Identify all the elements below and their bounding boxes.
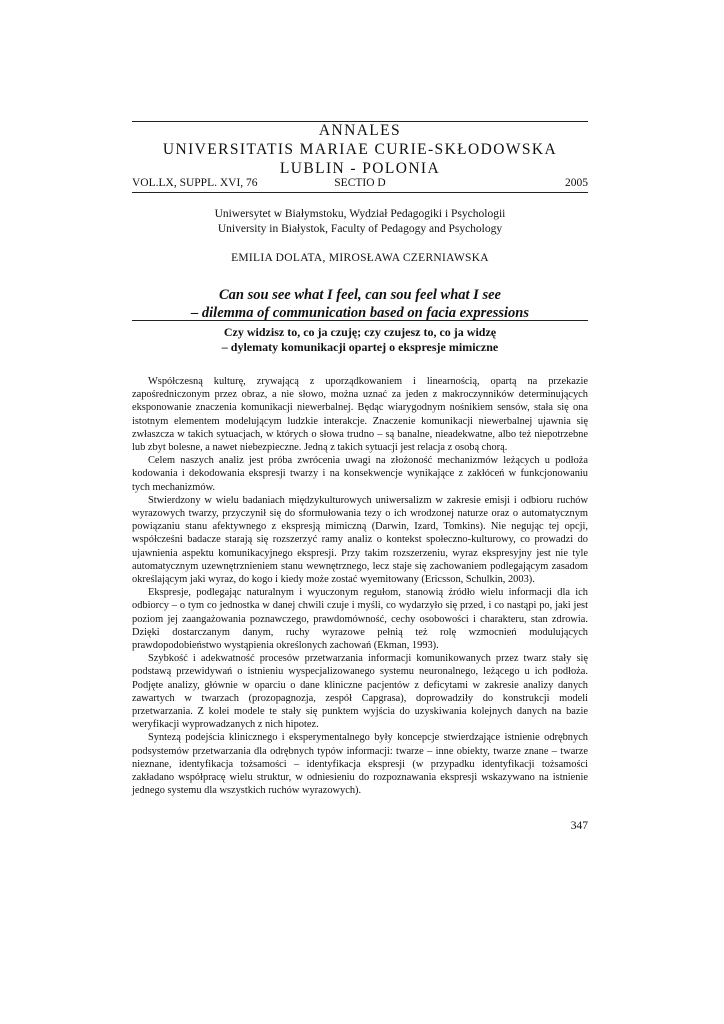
paragraph-3: Stwierdzony w wielu badaniach międzykulturowych uniwersalizm w zakresie emisji i odbioru ruchów wyrazowych twarzy, przyczynił się do sformułowania tezy o ich wrodzonej naturze oraz o automatycznym powiązaniu stanu afektywnego z ekspresją mimiczną (Darwin, Izard, Tomkins). Nie negując tej opcji, współcześni badacze starają się rozszerzyć ramy analiz o kontekst społeczno-kulturowy, co prowadzi do ujawnienia aspektu komunikacyjnego ekspresji. Przy takim rozszerzeniu, wyraz ekspresyjny jest nie tyle automatycznym uzewnętrznieniem stanu wewnętrznego, lecz staje się zachowaniem podlegającym zasadom określającym jaki wyraz, do kogo i kiedy może zostać wyemitowany (Ericsson, Schulkin, 2003). [132, 494, 588, 586]
journal-line-2: UNIVERSITATIS MARIAE CURIE-SKŁODOWSKA [162, 141, 558, 158]
affiliation [132, 207, 588, 237]
paragraph-2: Celem naszych analiz jest próba zwrócenia uwagi na złożoność mechanizmów leżących u podłoża kodowania i dekodowania ekspresji twarzy i na konsekwencje wynikające z zakłóceń w funkcjonowaniu tych mechanizmów. [132, 455, 588, 493]
paragraph-4: Ekspresje, podlegając naturalnym i wyuczonym regułom, stanowią źródło wielu informacji dla ich odbiorcy – o tym co jednostka w danej chwili czuje i myśli, co wydarzyło się przed, i co nastąpi po, jaki jest poziom jej zaangażowania poznawczego, prawdomówność, cechy osobowości i charakteru, stan zdrowia. Dzięki dostarczanym danym, ruchy wyrazowe pełnią też rolę wzmocnień modulujących prawdopodobieństwo wystąpienia określonych zachowań (Ekman, 1993). [132, 587, 588, 652]
year-info: 2005 [565, 177, 588, 189]
article-body [132, 375, 588, 798]
title-en-line-1: Can sou see what I feel, can sou feel what I see [219, 287, 501, 303]
title-en-line-2: – dilemma of communication based on facia expressions [191, 305, 529, 321]
paragraph-5: Szybkość i adekwatność procesów przetwarzania informacji komunikowanych przez twarz stały się podstawą przewidywań o istnieniu wyspecjalizowanego systemu neuronalnego, leżącego u ich podłoża. Podjęte analizy, głównie w oparciu o dane kliniczne pacjentów z deficytami w zakresie analizy danych zawartych w twarzach (prozopagnozja, zespół Capgrasa), doprowadziły do konstrukcji modeli przetwarzania. Z kolei modele te stały się punktem wyjścia do uzyskiwania kolejnych danych na bazie weryfikacji wyprowadzanych z nich hipotez. [132, 653, 588, 731]
title-rule [132, 320, 588, 321]
page-number: 347 [570, 820, 588, 832]
paragraph-6: Syntezą podejścia klinicznego i eksperymentalnego były koncepcje stwierdzające istnienie odrębnych podsystemów przetwarzania dla odrębnych typów informacji: twarze – inne obiekty, twarze znane – twarze nieznane, identyfikacja tożsamości – identyfikacja ekspresji (w przypadku identyfikacji tożsamości zakładano współpracę wielu struktur, w odniesieniu do rozpoznawania ekspresji wskazywano na istnienie jednego systemu dla wszystkich ruchów wyrazowych). [132, 732, 588, 797]
journal-header [132, 121, 588, 178]
authors: EMILIA DOLATA, MIROSŁAWA CZERNIAWSKA [231, 252, 489, 264]
affiliation-pl: Uniwersytet w Białymstoku, Wydział Pedagogiki i Psychologii [214, 208, 506, 220]
title-polish [132, 325, 588, 355]
affiliation-en: University in Białystok, Faculty of Pedagogy and Psychology [217, 223, 503, 235]
volume-info: VOL.LX, SUPPL. XVI, 76 [132, 177, 258, 189]
journal-line-1: ANNALES [318, 122, 402, 139]
journal-line-3: LUBLIN - POLONIA [279, 160, 441, 177]
section-info: SECTIO D [334, 177, 386, 189]
header-bottom-rule [132, 192, 588, 193]
volume-row [132, 177, 588, 189]
title-pl-line-2: – dylematy komunikacji opartej o ekspresje mimiczne [221, 340, 499, 354]
paragraph-1: Współczesną kulturę, zrywającą z uporządkowaniem i linearnością, opartą na przekazie zapośredniczonym przez obraz, a nie słowo, można uznać za jeden z makroczynników determinujących eksponowanie znaczenia komunikacji niewerbalnej. Będąc wiarygodnym nośnikiem sensów, stała się ona istotnym elementem modelującym ludzkie interakcje. Znaczenie komunikacji niewerbalnej ujawnia się zwłaszcza w takich sytuacjach, w których o słowa trudno – są banalne, nieadekwatne, albo też niepotrzebne lub zbyt bolesne, a nawet niebezpieczne. Jedną z takich sytuacji jest relacja z osobą chorą. [132, 376, 588, 454]
title-english [132, 286, 588, 322]
title-pl-line-1: Czy widzisz to, co ja czuję; czy czujesz to, co ja widzę [223, 325, 497, 339]
